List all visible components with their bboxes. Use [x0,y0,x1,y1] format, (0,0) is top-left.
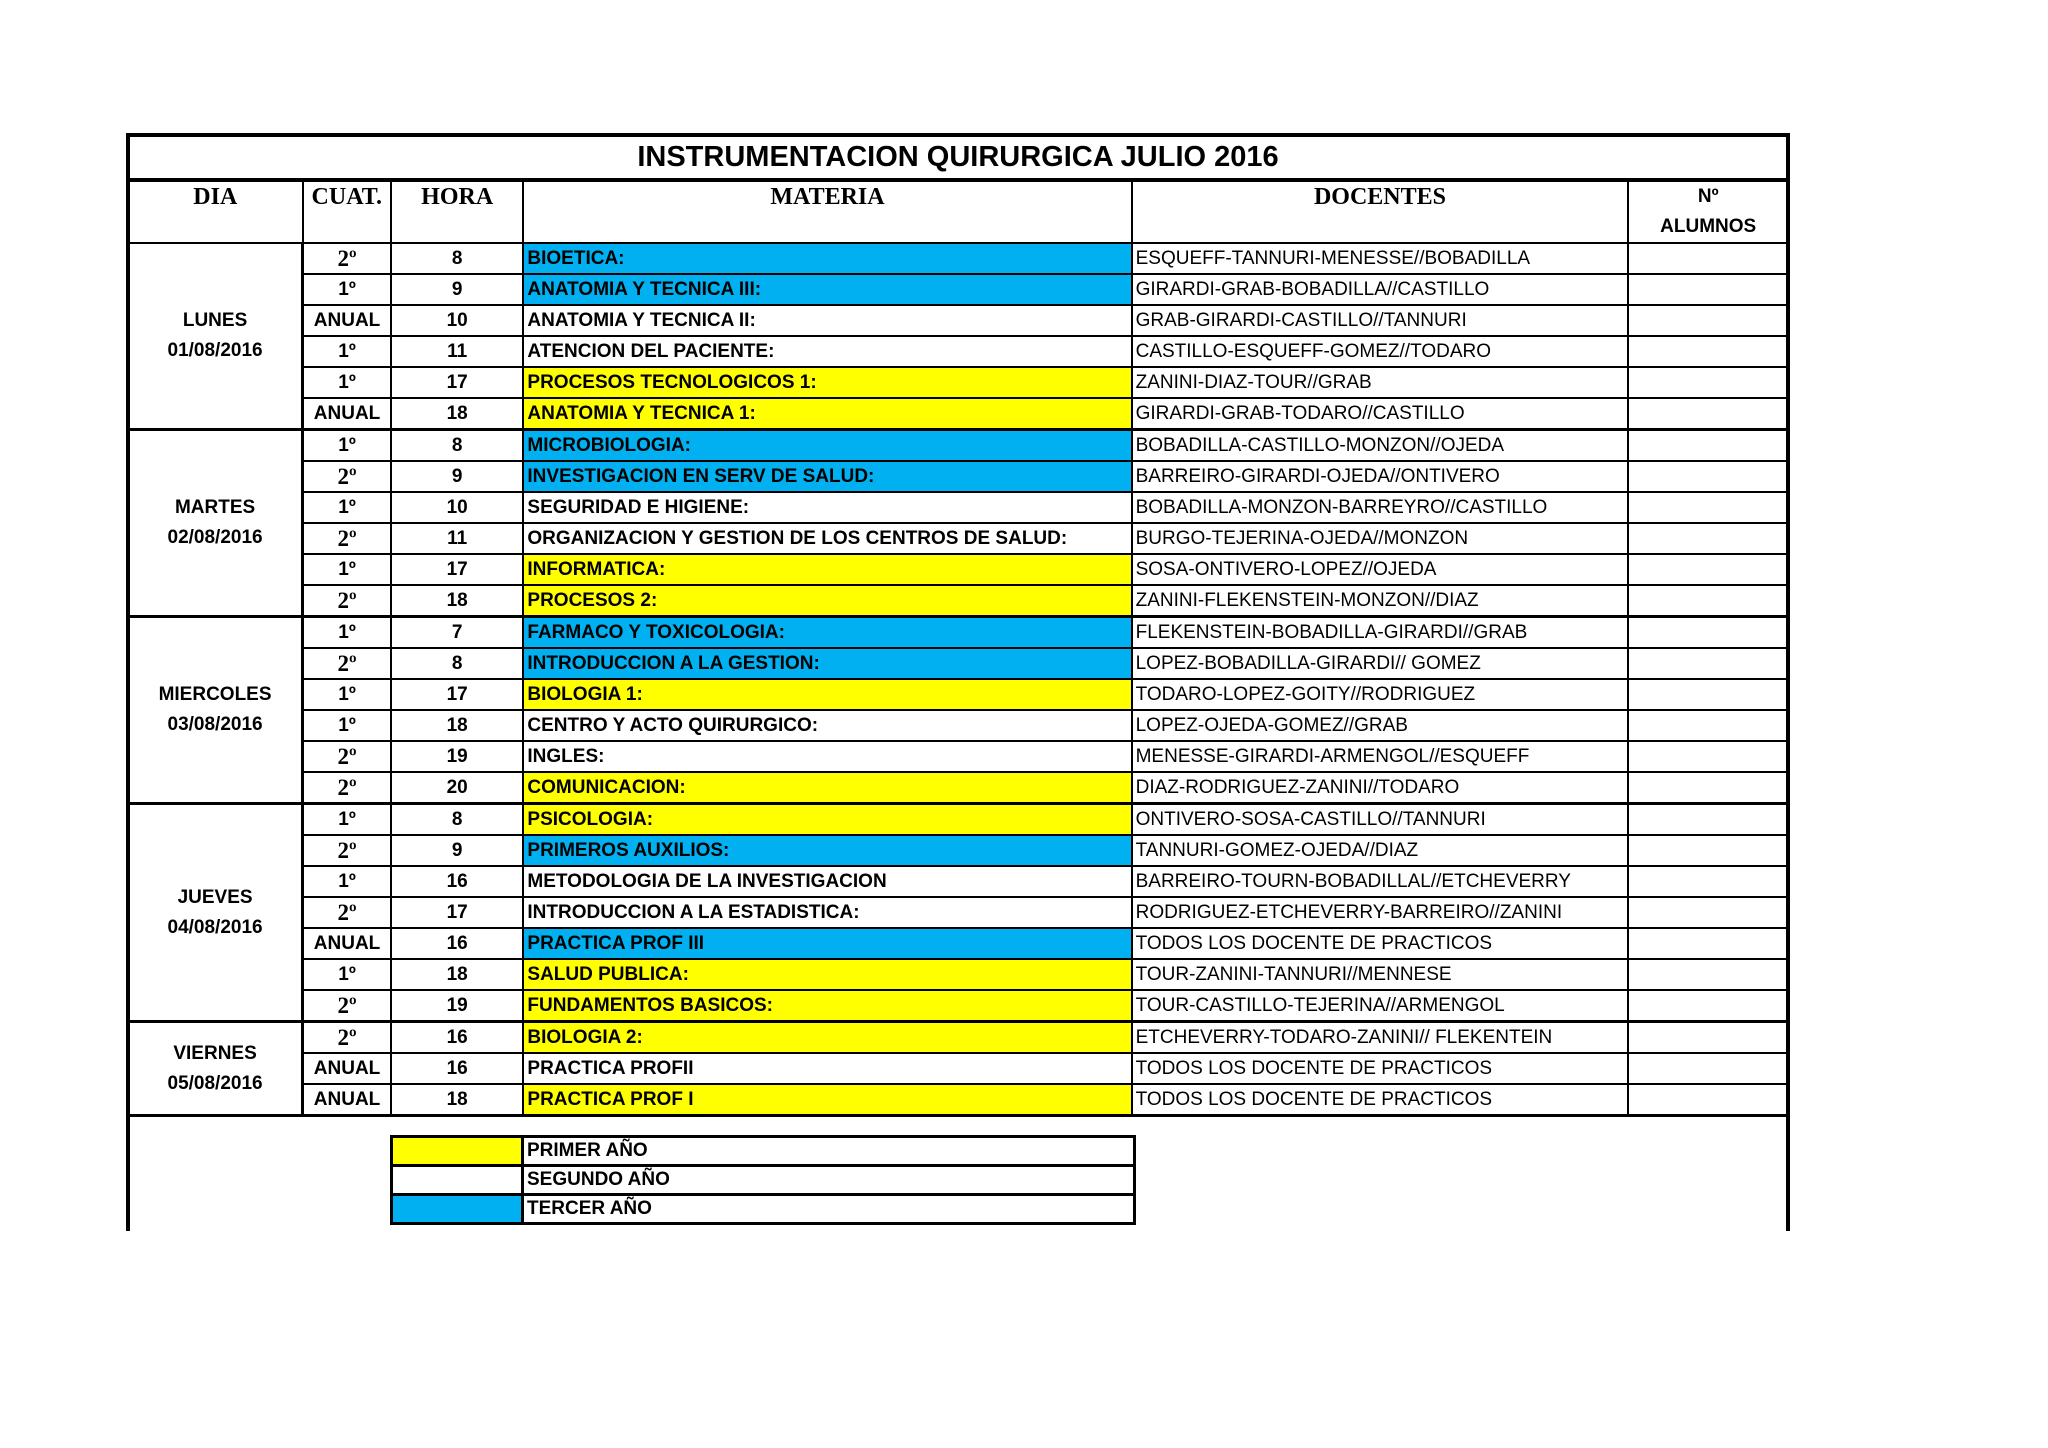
day-date: 01/08/2016 [167,340,263,361]
materia-cell: CENTRO Y ACTO QUIRURGICO: [523,710,1131,741]
hora-cell: 8 [391,430,523,462]
hora-cell: 19 [391,741,523,772]
hora-cell: 9 [391,835,523,866]
docentes-cell: CASTILLO-ESQUEFF-GOMEZ//TODARO [1132,336,1629,367]
cuat-cell: ANUAL [303,1053,391,1084]
cuat-cell: 1º [303,866,391,897]
day-name: MARTES [174,497,256,518]
materia-cell: SALUD PUBLICA: [523,959,1131,990]
hora-cell: 8 [391,804,523,836]
docentes-cell: TODARO-LOPEZ-GOITY//RODRIGUEZ [1132,679,1629,710]
alumnos-cell [1628,585,1788,617]
hora-cell: 7 [391,617,523,649]
materia-cell: MICROBIOLOGIA: [523,430,1131,462]
materia-cell: ORGANIZACION Y GESTION DE LOS CENTROS DE SALUD: [523,523,1131,554]
cuat-cell: 1º [303,367,391,398]
materia-cell: BIOETICA: [523,243,1131,274]
docentes-cell: TODOS LOS DOCENTE DE PRACTICOS [1132,928,1629,959]
schedule-row [128,990,1788,1022]
hora-cell: 20 [391,772,523,804]
hora-cell: 9 [391,461,523,492]
alumnos-cell [1628,741,1788,772]
docentes-cell: DIAZ-RODRIGUEZ-ZANINI//TODARO [1132,772,1629,804]
docentes-cell: FLEKENSTEIN-BOBADILLA-GIRARDI//GRAB [1132,617,1629,649]
schedule-row [128,897,1788,928]
day-name: VIERNES [173,1042,257,1064]
alumnos-cell [1628,866,1788,897]
docentes-cell: ONTIVERO-SOSA-CASTILLO//TANNURI [1132,804,1629,836]
legend-body [392,1137,1135,1224]
materia-cell: METODOLOGIA DE LA INVESTIGACION [523,866,1131,897]
cuat-cell: ANUAL [303,928,391,959]
hora-cell: 9 [391,274,523,305]
docentes-cell: TANNURI-GOMEZ-OJEDA//DIAZ [1132,835,1629,866]
day-date: 04/08/2016 [167,916,263,938]
schedule-row [128,835,1788,866]
cuat-cell: 1º [303,430,391,462]
alumnos-cell [1628,897,1788,928]
header-cuat: CUAT. [303,180,391,243]
alumnos-cell [1628,336,1788,367]
alumnos-cell [1628,492,1788,523]
hora-cell: 16 [391,928,523,959]
hora-cell: 10 [391,492,523,523]
schedule-row [128,679,1788,710]
alumnos-cell [1628,367,1788,398]
docentes-cell: ZANINI-DIAZ-TOUR//GRAB [1132,367,1629,398]
schedule-row [128,492,1788,523]
alumnos-cell [1628,274,1788,305]
schedule-row [128,617,1788,649]
schedule-sheet [126,133,1790,1231]
hora-cell: 18 [391,1084,523,1116]
materia-cell: INTRODUCCION A LA ESTADISTICA: [523,897,1131,928]
hora-cell: 17 [391,897,523,928]
materia-cell: ANATOMIA Y TECNICA II: [523,305,1131,336]
materia-cell: COMUNICACION: [523,772,1131,804]
schedule-row [128,367,1788,398]
cuat-cell: 2º [303,523,391,554]
schedule-row [128,461,1788,492]
schedule-row [128,585,1788,617]
alumnos-cell [1628,928,1788,959]
materia-cell: SEGURIDAD E HIGIENE: [523,492,1131,523]
hora-cell: 11 [391,523,523,554]
day-name: JUEVES [177,886,253,908]
legend-row [392,1195,1135,1224]
hora-cell: 10 [391,305,523,336]
alumnos-cell [1628,305,1788,336]
alumnos-cell [1628,772,1788,804]
schedule-row [128,243,1788,274]
docentes-cell: LOPEZ-OJEDA-GOMEZ//GRAB [1132,710,1629,741]
schedule-row [128,305,1788,336]
cuat-cell: 1º [303,959,391,990]
materia-cell: ATENCION DEL PACIENTE: [523,336,1131,367]
legend-row [392,1166,1135,1195]
legend-label: TERCER AÑO [523,1195,1135,1224]
header-materia: MATERIA [523,180,1131,243]
cuat-cell: 1º [303,679,391,710]
alumnos-cell [1628,710,1788,741]
header-alumnos-line2: ALUMNOS [1660,216,1757,237]
cuat-cell: 1º [303,554,391,585]
materia-cell: ANATOMIA Y TECNICA 1: [523,398,1131,430]
cuat-cell: ANUAL [303,305,391,336]
alumnos-cell [1628,243,1788,274]
hora-cell: 8 [391,243,523,274]
materia-cell: PRIMEROS AUXILIOS: [523,835,1131,866]
materia-cell: PROCESOS 2: [523,585,1131,617]
day-cell [128,430,303,617]
materia-cell: PRACTICA PROF I [523,1084,1131,1116]
schedule-row [128,866,1788,897]
docentes-cell: ESQUEFF-TANNURI-MENESSE//BOBADILLA [1132,243,1629,274]
schedule-row [128,336,1788,367]
schedule-row [128,804,1788,836]
page-title: INSTRUMENTACION QUIRURGICA JULIO 2016 [128,135,1788,180]
schedule-row [128,741,1788,772]
sheet-left-border [126,133,130,1231]
header-row [128,180,1788,243]
materia-cell: INGLES: [523,741,1131,772]
cuat-cell: 2º [303,243,391,274]
day-name: LUNES [182,310,248,331]
docentes-cell: GIRARDI-GRAB-BOBADILLA//CASTILLO [1132,274,1629,305]
legend-label: PRIMER AÑO [523,1137,1135,1166]
schedule-row [128,928,1788,959]
materia-cell: INTRODUCCION A LA GESTION: [523,648,1131,679]
cuat-cell: 1º [303,804,391,836]
docentes-cell: TOUR-ZANINI-TANNURI//MENNESE [1132,959,1629,990]
cuat-cell: 1º [303,492,391,523]
schedule-row [128,1022,1788,1054]
schedule-row [128,1084,1788,1116]
schedule-row [128,1053,1788,1084]
alumnos-cell [1628,1022,1788,1054]
hora-cell: 8 [391,648,523,679]
schedule-row [128,648,1788,679]
schedule-row [128,772,1788,804]
docentes-cell: ZANINI-FLEKENSTEIN-MONZON//DIAZ [1132,585,1629,617]
alumnos-cell [1628,835,1788,866]
docentes-cell: TODOS LOS DOCENTE DE PRACTICOS [1132,1084,1629,1116]
materia-cell: PRACTICA PROF III [523,928,1131,959]
cuat-cell: 2º [303,1022,391,1054]
legend-swatch [392,1166,523,1195]
docentes-cell: GRAB-GIRARDI-CASTILLO//TANNURI [1132,305,1629,336]
alumnos-cell [1628,679,1788,710]
day-date: 03/08/2016 [167,714,263,735]
cuat-cell: 2º [303,772,391,804]
hora-cell: 18 [391,585,523,617]
schedule-row [128,398,1788,430]
materia-cell: FUNDAMENTOS BASICOS: [523,990,1131,1022]
materia-cell: PSICOLOGIA: [523,804,1131,836]
title-row [128,135,1788,180]
cuat-cell: ANUAL [303,398,391,430]
docentes-cell: GIRARDI-GRAB-TODARO//CASTILLO [1132,398,1629,430]
day-date: 02/08/2016 [167,527,263,548]
schedule-row [128,554,1788,585]
materia-cell: INVESTIGACION EN SERV DE SALUD: [523,461,1131,492]
cuat-cell: 1º [303,710,391,741]
year-legend [390,1135,1136,1225]
cuat-cell: 2º [303,461,391,492]
sheet-right-border [1786,133,1790,1231]
day-cell [128,804,303,1022]
day-name: MIERCOLES [158,684,272,705]
materia-cell: INFORMATICA: [523,554,1131,585]
docentes-cell: BOBADILLA-MONZON-BARREYRO//CASTILLO [1132,492,1629,523]
alumnos-cell [1628,523,1788,554]
docentes-cell: BURGO-TEJERINA-OJEDA//MONZON [1132,523,1629,554]
materia-cell: FARMACO Y TOXICOLOGIA: [523,617,1131,649]
cuat-cell: 2º [303,897,391,928]
hora-cell: 18 [391,398,523,430]
hora-cell: 19 [391,990,523,1022]
docentes-cell: MENESSE-GIRARDI-ARMENGOL//ESQUEFF [1132,741,1629,772]
alumnos-cell [1628,804,1788,836]
legend-swatch [392,1137,523,1166]
cuat-cell: 2º [303,741,391,772]
docentes-cell: SOSA-ONTIVERO-LOPEZ//OJEDA [1132,554,1629,585]
docentes-cell: ETCHEVERRY-TODARO-ZANINI// FLEKENTEIN [1132,1022,1629,1054]
header-hora: HORA [391,180,523,243]
materia-cell: BIOLOGIA 1: [523,679,1131,710]
alumnos-cell [1628,617,1788,649]
header-dia: DIA [128,180,303,243]
materia-cell: ANATOMIA Y TECNICA III: [523,274,1131,305]
materia-cell: BIOLOGIA 2: [523,1022,1131,1054]
hora-cell: 16 [391,866,523,897]
schedule-row [128,710,1788,741]
day-date: 05/08/2016 [167,1072,263,1094]
docentes-cell: LOPEZ-BOBADILLA-GIRARDI// GOMEZ [1132,648,1629,679]
header-alumnos-line1: Nº [1697,186,1719,207]
materia-cell: PROCESOS TECNOLOGICOS 1: [523,367,1131,398]
hora-cell: 16 [391,1053,523,1084]
cuat-cell: 2º [303,835,391,866]
hora-cell: 17 [391,679,523,710]
hora-cell: 11 [391,336,523,367]
cuat-cell: ANUAL [303,1084,391,1116]
hora-cell: 18 [391,959,523,990]
schedule-row [128,523,1788,554]
legend-row [392,1137,1135,1166]
alumnos-cell [1628,990,1788,1022]
alumnos-cell [1628,1053,1788,1084]
day-cell [128,617,303,804]
cuat-cell: 1º [303,274,391,305]
legend-swatch [392,1195,523,1224]
docentes-cell: BOBADILLA-CASTILLO-MONZON//OJEDA [1132,430,1629,462]
cuat-cell: 2º [303,990,391,1022]
schedule-row [128,959,1788,990]
alumnos-cell [1628,648,1788,679]
docentes-cell: TODOS LOS DOCENTE DE PRACTICOS [1132,1053,1629,1084]
hora-cell: 17 [391,554,523,585]
day-cell [128,243,303,430]
alumnos-cell [1628,959,1788,990]
cuat-cell: 2º [303,648,391,679]
docentes-cell: RODRIGUEZ-ETCHEVERRY-BARREIRO//ZANINI [1132,897,1629,928]
header-alumnos [1628,180,1788,243]
header-docentes: DOCENTES [1132,180,1629,243]
materia-cell: PRACTICA PROFII [523,1053,1131,1084]
day-cell [128,1022,303,1116]
alumnos-cell [1628,430,1788,462]
cuat-cell: 2º [303,585,391,617]
alumnos-cell [1628,461,1788,492]
cuat-cell: 1º [303,336,391,367]
docentes-cell: BARREIRO-TOURN-BOBADILLAL//ETCHEVERRY [1132,866,1629,897]
alumnos-cell [1628,554,1788,585]
alumnos-cell [1628,398,1788,430]
hora-cell: 17 [391,367,523,398]
docentes-cell: BARREIRO-GIRARDI-OJEDA//ONTIVERO [1132,461,1629,492]
alumnos-cell [1628,1084,1788,1116]
hora-cell: 18 [391,710,523,741]
schedule-row [128,430,1788,462]
schedule-body [128,135,1788,1116]
legend-label: SEGUNDO AÑO [523,1166,1135,1195]
cuat-cell: 1º [303,617,391,649]
docentes-cell: TOUR-CASTILLO-TEJERINA//ARMENGOL [1132,990,1629,1022]
schedule-table [126,133,1790,1117]
schedule-row [128,274,1788,305]
hora-cell: 16 [391,1022,523,1054]
